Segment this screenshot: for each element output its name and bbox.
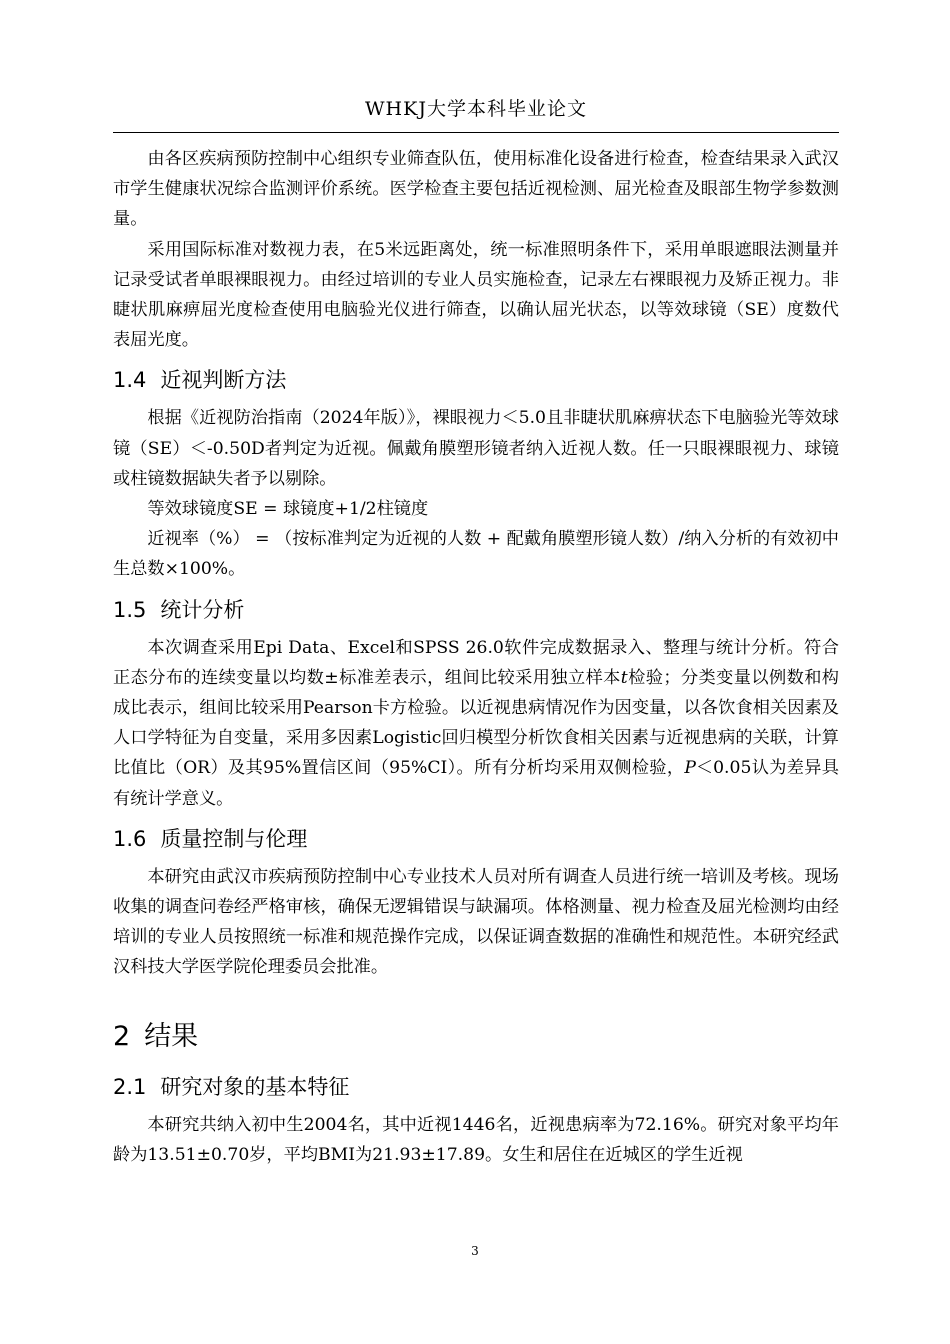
paragraph-vision-test: 采用国际标准对数视力表，在5米远距离处，统一标准照明条件下，采用单眼遮眼法测量并记录受试者单眼裸眼视力。由经过培训的专业人员实施检查，记录左右裸眼视力及矫正视力。非睫状肌麻痹屈光度检查使用电脑验光仪进行筛查，以确认屈光状态，以等效球镜（SE）度数代表屈光度。 — [113, 239, 839, 351]
formula-myopia-rate: 近视率（%） = （按标准判定为近视的人数 + 配戴角膜塑形镜人数）/纳入分析的有效初中生总数×100%。 — [113, 529, 839, 580]
italic-p: P — [684, 758, 696, 779]
page-body — [113, 144, 839, 1170]
formula-spherical-equivalent: 等效球镜度SE = 球镜度+1/2柱镜度 — [147, 499, 429, 520]
section-heading-2-1 — [113, 1067, 839, 1107]
italic-t: t — [620, 667, 628, 688]
section-number: 1.4 — [113, 368, 147, 393]
section-title: 统计分析 — [160, 597, 245, 622]
chapter-title: 结果 — [144, 1020, 199, 1052]
section-heading-1-4 — [113, 360, 839, 400]
header-divider — [113, 132, 839, 133]
section-number: 2.1 — [113, 1074, 147, 1099]
running-header: WHKJ大学本科毕业论文 — [365, 98, 587, 120]
paragraph-basic-characteristics: 本研究共纳入初中生2004名，其中近视1446名，近视患病率为72.16%。研究对象平均年龄为13.51±0.70岁，平均BMI为21.93±17.89。女生和居住在近城区的学生近视 — [113, 1114, 839, 1165]
section-title: 质量控制与伦理 — [160, 826, 308, 851]
paragraph-myopia-criteria: 根据《近视防治指南（2024年版）》，裸眼视力＜5.0且非睫状肌麻痹状态下电脑验光等效球镜（SE）＜-0.50D者判定为近视。佩戴角膜塑形镜者纳入近视人数。任一只眼裸眼视力、球镜或柱镜数据缺失者予以剔除。 — [113, 408, 839, 489]
section-heading-1-6 — [113, 819, 839, 859]
paragraph-quality-control: 本研究由武汉市疾病预防控制中心专业技术人员对所有调查人员进行统一培训及考核。现场收集的调查问卷经严格审核，确保无逻辑错误与缺漏项。体格测量、视力检查及屈光检测均由经培训的专业人员按照统一标准和规范操作完成，以保证调查数据的准确性和规范性。本研究经武汉科技大学医学院伦理委员会批准。 — [113, 866, 839, 978]
page-number: 3 — [471, 1244, 479, 1258]
text-run: ＜0.05认为差异具有统计学意义。 — [113, 758, 839, 809]
section-title: 研究对象的基本特征 — [160, 1074, 350, 1099]
section-number: 1.5 — [113, 597, 147, 622]
chapter-heading-2 — [113, 1017, 839, 1057]
section-number: 1.6 — [113, 826, 147, 851]
paragraph-exam-teams: 由各区疾病预防控制中心组织专业筛查队伍，使用标准化设备进行检查，检查结果录入武汉市学生健康状况综合监测评价系统。医学检查主要包括近视检测、屈光检查及眼部生物学参数测量。 — [113, 149, 839, 230]
paragraph-statistics — [113, 633, 839, 814]
text-run: 检验；分类变量以例数和构成比表示，组间比较采用Pearson卡方检验。以近视患病情况作为因变量，以各饮食相关因素及人口学特征为自变量，采用多因素Logistic回归模型分析饮食相关因素与近视患病的关联，计算比值比（OR）及其95%置信区间（95%CI）。所有分析均采用双侧检验， — [113, 667, 839, 779]
chapter-number: 2 — [113, 1020, 131, 1052]
section-title: 近视判断方法 — [160, 368, 287, 393]
section-heading-1-5 — [113, 590, 839, 630]
text-run: 本次调查采用Epi Data、Excel和SPSS 26.0软件完成数据录入、整理与统计分析。符合正态分布的连续变量以均数±标准差表示，组间比较采用独立样本 — [113, 637, 839, 688]
